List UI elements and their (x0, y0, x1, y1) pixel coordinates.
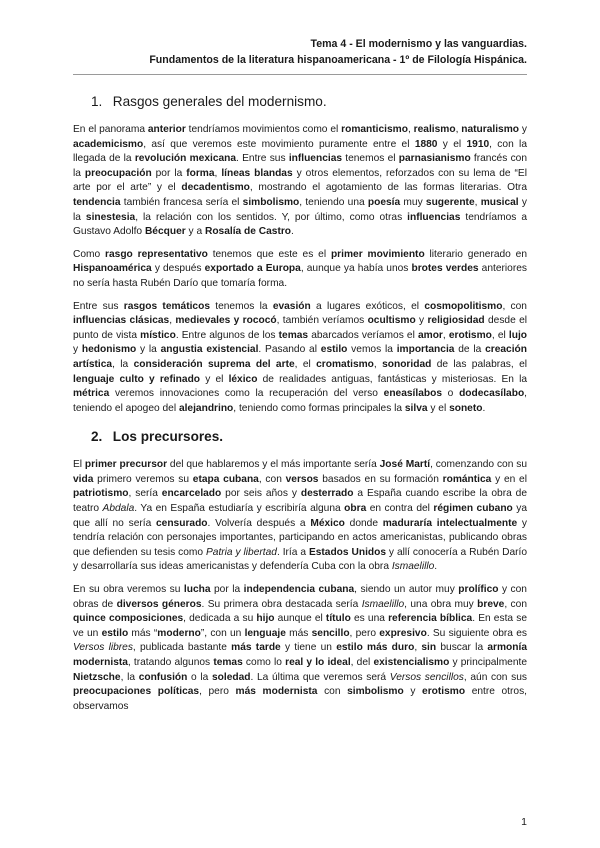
bold-term: silva (404, 402, 428, 414)
bold-term: confusión (138, 671, 188, 683)
bold-term: romántica (442, 473, 492, 485)
bold-term: Rosalía de Castro (204, 226, 292, 238)
bold-term: sin (421, 642, 437, 654)
header-course: Fundamentos de la literatura hispanoamericana - 1º de Filología Hispánica. (149, 54, 527, 66)
paragraph: Como rasgo representativo tenemos que este es el primer movimiento literario generado en Hispanoamérica y después exportado a Europa, aunque ya había unos brotes verdes anteriores no sería hasta Rubén Darío que tomaría forma. (73, 248, 528, 289)
bold-term: academicismo (73, 138, 144, 150)
bold-term: parnasianismo (398, 153, 471, 165)
bold-term: cromatismo (316, 358, 374, 370)
section-1-title: Rasgos generales del modernismo. (112, 94, 327, 109)
work-title: Versos libres (73, 642, 133, 654)
bold-term: decadentismo (181, 182, 250, 194)
bold-term: influencias (407, 211, 461, 223)
document-body (73, 93, 527, 722)
bold-term: anterior (147, 124, 186, 135)
bold-term: erotismo (422, 686, 466, 698)
bold-term: breve (477, 598, 505, 610)
bold-term: métrica (73, 388, 110, 400)
bold-term: patriotismo (73, 488, 129, 500)
bold-term: hijo (256, 613, 275, 625)
bold-term: temas (213, 657, 243, 668)
section-1-heading (91, 93, 527, 111)
section-1-number: 1. (91, 94, 103, 109)
bold-term: sinestesia (85, 211, 136, 223)
bold-term: existencialismo (373, 657, 450, 668)
bold-term: ocultismo (367, 315, 416, 327)
bold-term: lenguaje culto y refinado (73, 373, 201, 385)
bold-term: lenguaje (244, 627, 286, 639)
bold-term: soneto (449, 402, 483, 414)
bold-term: versos (285, 473, 319, 485)
bold-term: simbolismo (347, 686, 404, 698)
bold-term: místico (140, 329, 176, 341)
bold-term: líneas blandas (221, 167, 293, 179)
header-divider (73, 74, 527, 75)
bold-term: léxico (228, 373, 258, 385)
running-header (149, 36, 527, 68)
bold-term: 1910 (466, 138, 490, 150)
bold-term: título (325, 613, 351, 625)
bold-term: eneasílabos (383, 388, 442, 400)
work-title: Patria y libertad (205, 546, 277, 558)
bold-term: vida (73, 473, 94, 485)
bold-term: poesía (367, 196, 401, 208)
bold-term: temas (278, 329, 309, 341)
bold-term: lujo (508, 329, 527, 341)
bold-term: primer precursor (84, 459, 168, 471)
bold-term: religiosidad (427, 315, 485, 327)
bold-term: desterrado (300, 488, 354, 500)
bold-term: maduraría intelectualmente (382, 517, 518, 529)
bold-term: Hispanoamérica (73, 263, 152, 275)
bold-term: rasgo representativo (105, 248, 208, 260)
bold-term: erotismo (448, 329, 492, 341)
bold-term: rasgos temáticos (123, 300, 210, 312)
bold-term: lucha (183, 584, 211, 596)
bold-term: Estados Unidos (308, 546, 387, 558)
bold-term: forma (186, 167, 215, 179)
bold-term: consideración suprema del arte (133, 358, 295, 370)
header-topic: Tema 4 - El modernismo y las vanguardias. (310, 38, 527, 50)
bold-term: importancia (396, 344, 455, 356)
bold-term: referencia bíblica (388, 613, 473, 625)
work-title: Ismaelillo (361, 598, 405, 610)
bold-term: estilo más duro (336, 642, 415, 654)
section-1-body (73, 123, 527, 416)
bold-term: México (310, 517, 345, 529)
page-number: 1 (521, 816, 527, 828)
bold-term: 1880 (414, 138, 438, 150)
bold-term: preocupaciones políticas (73, 686, 200, 698)
bold-term: evasión (272, 300, 311, 312)
bold-term: moderno (157, 627, 201, 639)
section-2-heading (91, 428, 527, 446)
bold-term: sonoridad (382, 358, 432, 370)
bold-term: hedonismo (81, 344, 137, 356)
bold-term: estilo (320, 344, 348, 356)
bold-term: obra (344, 503, 367, 515)
bold-term: primer movimiento (330, 248, 425, 260)
bold-term: diversos géneros (116, 598, 202, 610)
bold-term: cosmopolitismo (424, 300, 503, 312)
bold-term: musical (480, 196, 519, 208)
section-2-number: 2. (91, 429, 103, 445)
bold-term: más tarde (231, 642, 281, 654)
bold-term: brotes verdes (411, 263, 479, 275)
bold-term: quince composiciones (73, 613, 184, 625)
bold-term: soledad (212, 671, 251, 683)
bold-term: exportado a Europa (204, 263, 301, 275)
bold-term: Bécquer (144, 226, 186, 238)
bold-term: dodecasílabo (459, 388, 525, 400)
bold-term: prolífico (458, 584, 499, 596)
bold-term: romanticismo (341, 124, 408, 135)
bold-term: etapa cubana (192, 473, 259, 485)
bold-term: real y lo ideal (285, 657, 351, 668)
bold-term: naturalismo (461, 124, 520, 135)
work-title: Versos sencillos (389, 671, 464, 683)
bold-term: censurado (156, 517, 208, 529)
bold-term: armonía modernista (73, 642, 527, 668)
bold-term: Nietzsche (73, 671, 121, 683)
bold-term: José Martí (379, 459, 431, 471)
bold-term: influencias (288, 153, 343, 165)
bold-term: tendencia (73, 196, 121, 208)
bold-term: sugerente (425, 196, 475, 208)
paragraph: Entre sus rasgos temáticos tenemos la evasión a lugares exóticos, el cosmopolitismo, con influencias clásicas, medievales y rococó, también veríamos ocultismo y religiosidad desde el punto de vista místico. Entre algunos de los temas abarcados veríamos el amor, erotismo, el lujo y hedonismo y la angustia existencial. Pasando al estilo vemos la importancia de la creación artística, la consideración suprema del arte, el cromatismo, sonoridad de las palabras, el lenguaje culto y refinado y el léxico de realidades antiguas, fantásticas y misteriosas. En la métrica veremos innovaciones como la recuperación del verso eneasílabos o dodecasílabo, teniendo el apogeo del alejandrino, teniendo como formas principales la silva y el soneto. (73, 300, 528, 414)
paragraph: El primer precursor del que hablaremos y el más importante sería José Martí, comenzando con su vida primero veremos su etapa cubana, con versos basados en su formación romántica y en el patriotismo, sería encarcelado por seis años y desterrado a España cuando escribe la obra de teatro Abdala. Ya en España estudiaría y escribiría alguna obra en contra del régimen cubano ya que allí no sería censurado. Volvería después a México donde maduraría intelectualmente y tendría relación con personajes importantes, participando en actos americanistas, publicando obras que defienden su tesis como Patria y libertad. Iría a Estados Unidos y allí conocería a Rubén Darío y desarrollaría sus ideas americanistas y defendería Cuba con la obra Ismaelillo. (73, 459, 528, 573)
bold-term: medievales y rococó (175, 315, 277, 327)
work-title: Ismaelillo (391, 561, 435, 573)
bold-term: independencia cubana (243, 584, 355, 596)
bold-term: expresivo (379, 627, 427, 639)
section-2-title: Los precursores. (112, 429, 224, 445)
bold-term: simbolismo (242, 196, 300, 208)
paragraph: En el panorama anterior tendríamos movimientos como el romanticismo, realismo, naturalismo y academicismo, así que veremos este movimiento puramente entre el 1880 y el 1910, con la llegada de la revolución mexicana. Entre sus influencias tenemos el parnasianismo francés con la preocupación por la forma, líneas blandas y otros elementos, reforzados con su lema de “El arte por el arte” y el decadentismo, mostrando el agotamiento de las formas literarias. Otra tendencia también francesa sería el simbolismo, teniendo una poesía muy sugerente, musical y la sinestesia, la relación con los sentidos. Y, por último, como otras influencias tendríamos a Gustavo Adolfo Bécquer y a Rosalía de Castro. (73, 124, 527, 238)
bold-term: angustia existencial (160, 344, 259, 356)
bold-term: más modernista (235, 686, 318, 698)
bold-term: influencias clásicas (73, 315, 170, 327)
bold-term: amor (417, 329, 443, 341)
bold-term: revolución mexicana (134, 153, 237, 165)
paragraph: En su obra veremos su lucha por la independencia cubana, siendo un autor muy prolífico y con obras de diversos géneros. Su primera obra destacada sería Ismaelillo, una obra muy breve, con quince composiciones, dedicada a su hijo aunque el título es una referencia bíblica. En esta se ve un estilo más “moderno”, con un lenguaje más sencillo, pero expresivo. Su siguiente obra es Versos libres, publicada bastante más tarde y tiene un estilo más duro, sin buscar la armonía modernista, tratando algunos temas como lo real y lo ideal, del existencialismo y principalmente Nietzsche, la confusión o la soledad. La última que veremos será Versos sencillos, aún con sus preocupaciones políticas, pero más modernista con simbolismo y erotismo entre otros, observamos (73, 584, 528, 712)
work-title: Abdala (102, 503, 135, 515)
bold-term: encarcelado (161, 488, 222, 500)
bold-term: sencillo (311, 627, 350, 639)
section-2-body (73, 458, 527, 714)
bold-term: creación artística (73, 344, 527, 370)
bold-term: estilo (101, 627, 129, 639)
bold-term: preocupación (84, 167, 152, 179)
bold-term: realismo (413, 124, 456, 135)
bold-term: alejandrino (178, 402, 234, 414)
bold-term: régimen cubano (433, 503, 513, 515)
